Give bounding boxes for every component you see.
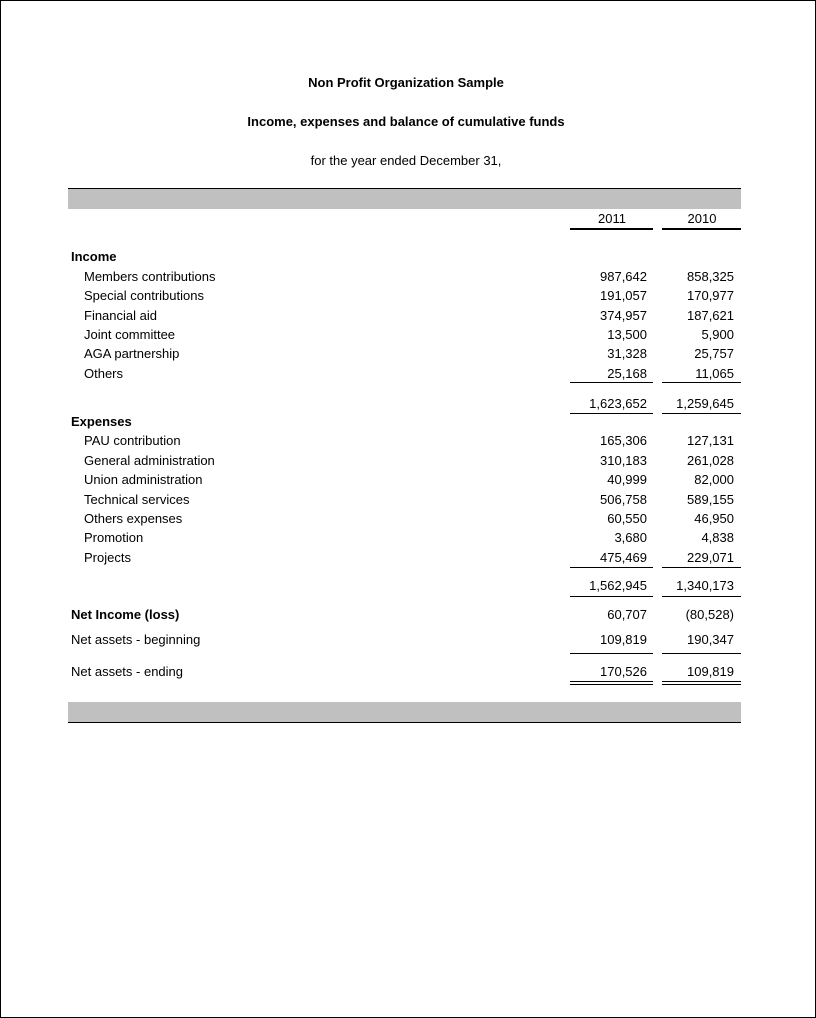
value-2011: 374,957 [600,308,647,323]
table-row [71,307,741,325]
income-subtotal-line-2011 [570,382,653,383]
income-total-row [71,395,741,413]
income-heading: Income [71,249,117,264]
column-header-2011: 2011 [598,211,626,226]
row-label: Technical services [84,492,190,507]
net-assets-ending-2011: 170,526 [600,664,647,679]
header-band [68,188,741,209]
net-assets-ending-double-line-2011 [570,681,653,685]
expenses-heading-row [71,413,741,431]
row-label: Special contributions [84,288,204,303]
value-2011: 165,306 [600,433,647,448]
value-2011: 310,183 [600,453,647,468]
net-assets-beginning-label: Net assets - beginning [71,632,201,647]
expenses-subtotal-line-2011 [570,567,653,568]
value-2011: 3,680 [614,530,647,545]
table-row [71,432,741,450]
report-subtitle: Income, expenses and balance of cumulative funds [247,114,565,129]
net-assets-beginning-2010: 190,347 [687,632,734,647]
expenses-total-2011: 1,562,945 [589,578,647,593]
row-label: Projects [84,550,131,565]
value-2010: 11,065 [695,366,734,381]
value-2010: 4,838 [701,530,734,545]
income-heading-row [71,248,741,266]
value-2010: 170,977 [687,288,734,303]
table-row [71,326,741,344]
row-label: Joint committee [84,327,176,342]
income-total-2010: 1,259,645 [676,396,734,411]
value-2010: 229,071 [687,550,734,565]
net-income-2010: (80,528) [685,607,734,622]
table-row [71,491,741,509]
table-row [71,345,741,363]
column-header-2010: 2010 [687,211,717,226]
value-2010: 127,131 [687,433,734,448]
expenses-total-line-2010 [662,596,741,597]
net-assets-beginning-2011: 109,819 [600,632,647,647]
value-2011: 13,500 [607,327,647,342]
header-underline-2010 [662,228,741,230]
footer-band [68,702,741,723]
column-header-row [71,210,741,228]
value-2010: 46,950 [694,511,734,526]
value-2010: 589,155 [687,492,734,507]
net-assets-ending-row [71,663,741,681]
net-assets-ending-2010: 109,819 [687,664,734,679]
row-label: Union administration [84,472,203,487]
net-assets-beginning-line-2010 [662,653,741,654]
expenses-total-line-2011 [570,596,653,597]
expenses-total-2010: 1,340,173 [676,578,734,593]
value-2010: 858,325 [687,269,734,284]
net-assets-ending-double-line-2010 [662,681,741,685]
table-row [71,268,741,286]
table-row [71,287,741,305]
value-2011: 987,642 [600,269,647,284]
table-row [71,529,741,547]
row-label: Financial aid [84,308,157,323]
net-income-label: Net Income (loss) [71,607,180,622]
value-2010: 187,621 [687,308,734,323]
expenses-heading: Expenses [71,414,132,429]
table-row [71,452,741,470]
value-2011: 31,328 [607,346,647,361]
row-label: Members contributions [84,269,216,284]
value-2010: 25,757 [694,346,734,361]
table-row [71,365,741,383]
value-2011: 40,999 [607,472,647,487]
income-total-2011: 1,623,652 [589,396,647,411]
value-2010: 261,028 [687,453,734,468]
table-row [71,510,741,528]
value-2011: 475,469 [600,550,647,565]
row-label: Others [84,366,124,381]
row-label: AGA partnership [84,346,180,361]
value-2010: 5,900 [701,327,734,342]
expenses-subtotal-line-2010 [662,567,741,568]
value-2011: 506,758 [600,492,647,507]
value-2011: 191,057 [600,288,647,303]
report-period: for the year ended December 31, [310,153,502,168]
table-row [71,471,741,489]
net-assets-beginning-line-2011 [570,653,653,654]
net-income-2011: 60,707 [607,607,647,622]
value-2010: 82,000 [694,472,734,487]
net-assets-beginning-row [71,631,741,649]
income-subtotal-line-2010 [662,382,741,383]
net-assets-ending-label: Net assets - ending [71,664,184,679]
header-underline-2011 [570,228,653,230]
row-label: Promotion [84,530,144,545]
row-label: Others expenses [84,511,183,526]
value-2011: 25,168 [607,366,647,381]
row-label: General administration [84,453,215,468]
row-label: PAU contribution [84,433,181,448]
report-title: Non Profit Organization Sample [308,75,504,90]
value-2011: 60,550 [607,511,647,526]
table-row [71,549,741,567]
expenses-total-row [71,577,741,595]
net-income-row [71,606,741,624]
